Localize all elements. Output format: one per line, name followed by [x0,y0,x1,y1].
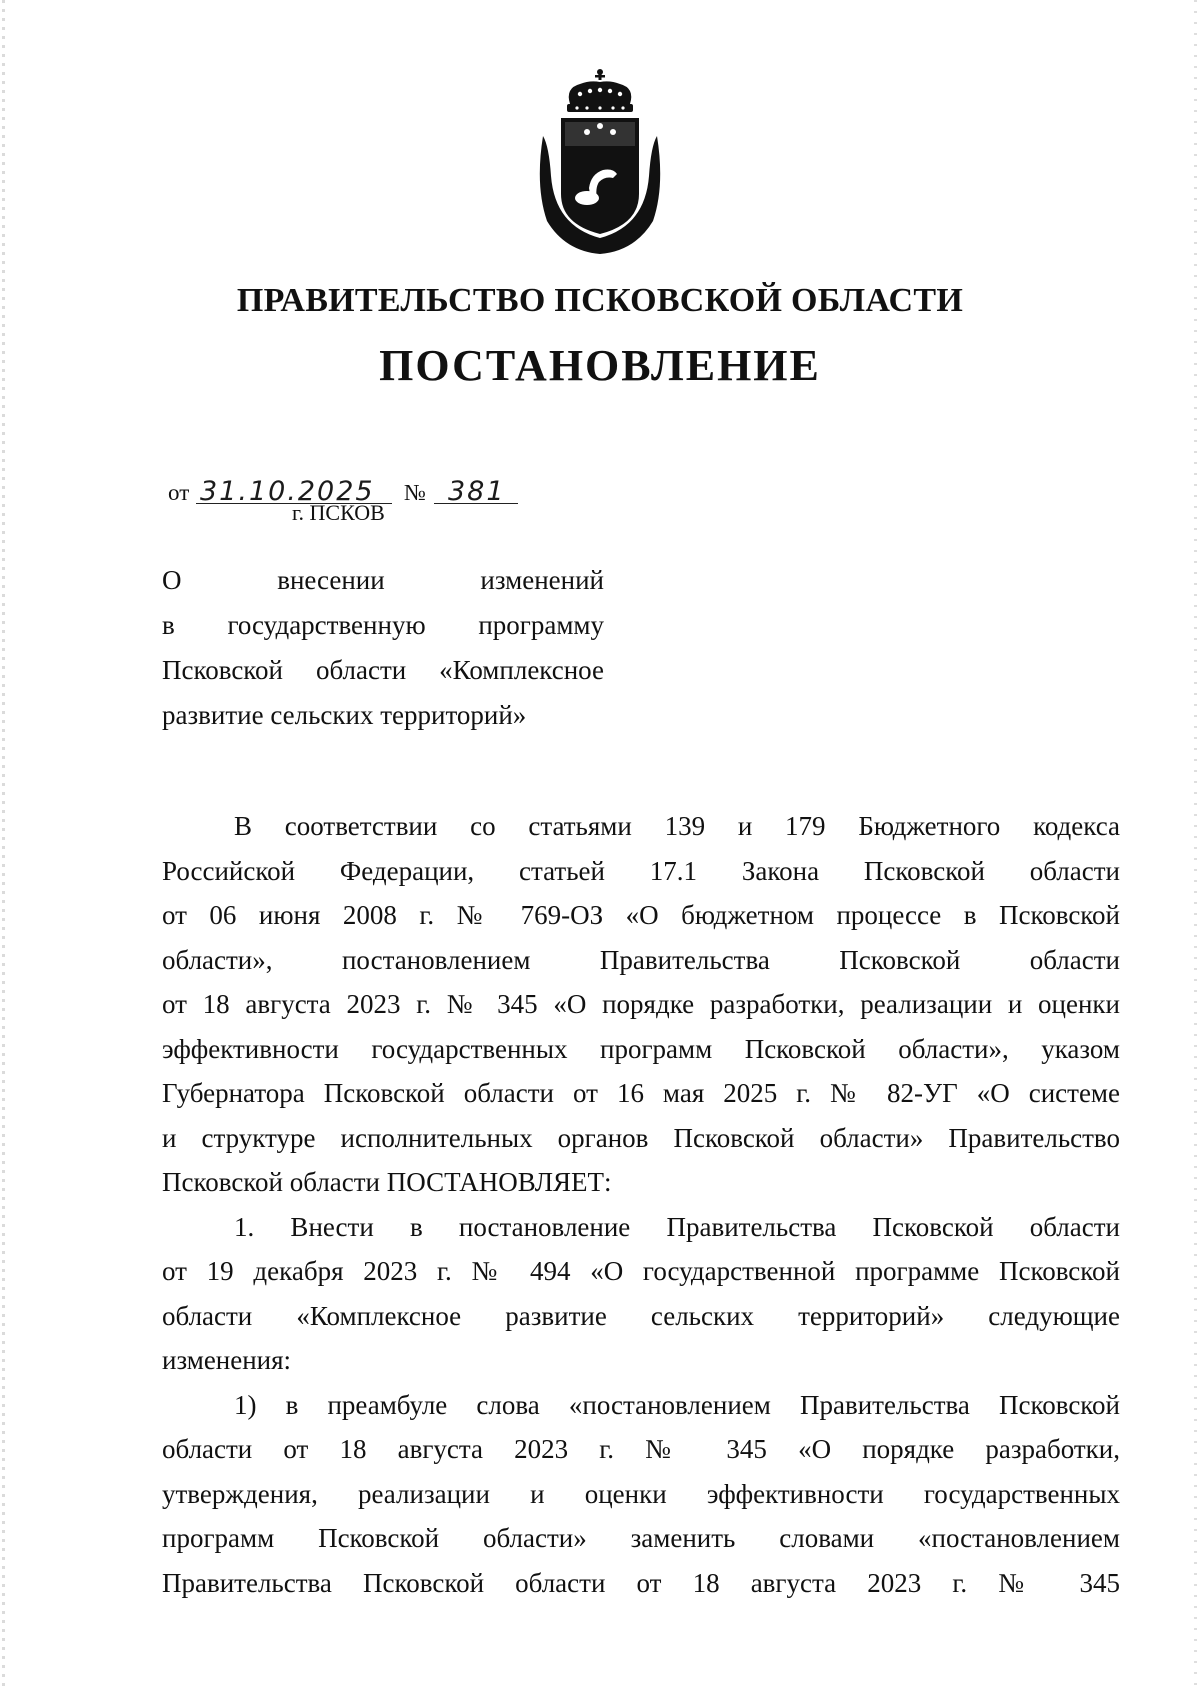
number-sign: № [404,480,426,505]
body-line: области от 18 августа 2023 г. № 345 «О порядке разработки, [162,1434,1120,1464]
body-line: Российской Федерации, статьей 17.1 Закона Псковской области [162,855,1120,886]
body-line: изменения: [162,1345,292,1375]
body-line: Псковской области ПОСТАНОВЛЯЕТ: [162,1167,612,1197]
document-body [162,804,1120,1605]
date-prefix: от [168,480,190,505]
organization-title: ПРАВИТЕЛЬСТВО ПСКОВСКОЙ ОБЛАСТИ [236,282,964,319]
subject-line: Псковской области «Комплексное [162,655,604,685]
body-line: В соответствии со статьями 139 и 179 Бюджетного кодекса [234,811,1120,841]
body-line: и структуре исполнительных органов Псковской области» Правительство [162,1122,1120,1153]
body-line: от 18 августа 2023 г. № 345 «О порядке разработки, реализации и оценки [162,989,1120,1019]
subject-line: развитие сельских территорий» [162,700,527,730]
scan-edge-left [2,0,5,1686]
document-subject [162,558,604,738]
body-line: области «Комплексное развитие сельских территорий» следующие [162,1300,1120,1331]
body-line: от 19 декабря 2023 г. № 494 «О государственной программе Псковской [162,1256,1120,1286]
document-type-title: ПОСТАНОВЛЕНИЕ [379,341,821,390]
subject-line: О внесении изменений [162,565,604,595]
body-line: утверждения, реализации и оценки эффективности государственных [162,1478,1120,1509]
body-line: области», постановлением Правительства Псковской области [162,944,1120,975]
body-line: Правительства Псковской области от 18 августа 2023 г. № 345 [162,1567,1120,1598]
body-line: Губернатора Псковской области от 16 мая 2025 г. № 82-УГ «О системе [162,1078,1120,1108]
city-label: г. ПСКОВ [292,500,385,525]
handwritten-number: 381 [448,476,506,507]
handwritten-date: 31.10.2025 [200,476,375,507]
body-line: 1) в преамбуле слова «постановлением Правительства Псковской [234,1389,1120,1420]
body-line: программ Псковской области» заменить словами «постановлением [162,1523,1120,1553]
body-line: 1. Внести в постановление Правительства Псковской области [234,1211,1120,1242]
scan-edge-right [1194,0,1197,1686]
body-line: от 06 июня 2008 г. № 769-ОЗ «О бюджетном процессе в Псковской [162,900,1120,930]
subject-line: в государственную программу [162,610,604,640]
body-line: эффективности государственных программ Псковской области», указом [162,1033,1120,1064]
coat-of-arms-icon [525,66,675,256]
